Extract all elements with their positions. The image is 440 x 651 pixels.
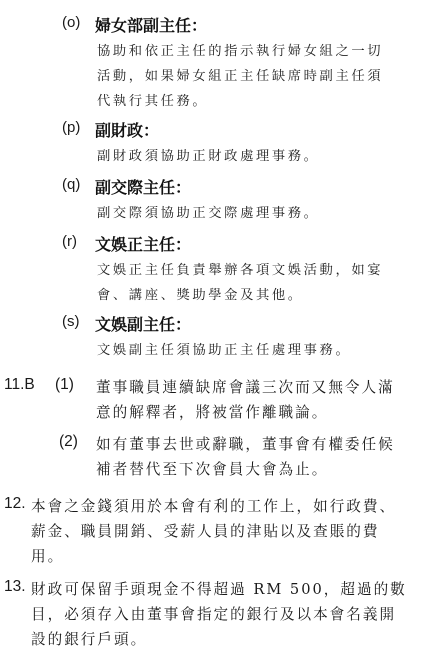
clause-13-line-3: 設的銀行戶頭。 [31, 631, 148, 648]
item-o-title: 婦女部副主任： [95, 16, 208, 35]
clause-11b-sub1-line-1: 董事職員連續缺席會議三次而又無令人滿 [96, 379, 395, 396]
item-o-line-3: 代執行其任務。 [97, 94, 209, 109]
item-r-line-2: 會、講座、獎助學金及其他。 [97, 288, 304, 303]
clause-11b-sub2-line-2: 補者替代至下次會員大會為止。 [96, 461, 329, 478]
item-r-mark: (r) [62, 233, 77, 250]
item-o-mark: (o) [62, 14, 81, 31]
clause-11b-number: 11.B [4, 376, 35, 393]
clause-13-number: 13. [4, 578, 26, 595]
item-r-title: 文娛正主任： [95, 235, 192, 254]
item-q-mark: (q) [62, 176, 81, 193]
clause-11b-sub2-line-1: 如有董事去世或辭職，董事會有權委任候 [96, 436, 395, 453]
item-q-title: 副交際主任： [95, 178, 192, 197]
item-s-line-1: 文娛副主任須協助正主任處理事務。 [97, 343, 352, 358]
clause-12-line-3: 用。 [31, 548, 65, 565]
item-p-line-1: 副財政須協助正財政處理事務。 [97, 149, 320, 164]
item-p-title: 副財政： [95, 121, 160, 140]
clause-12-line-1: 本會之金錢須用於本會有利的工作上，如行政費、 [31, 498, 397, 515]
item-p-mark: (p) [62, 119, 81, 136]
clause-11b-sub1-mark: (1) [55, 376, 74, 393]
clause-12-line-2: 薪金、職員開銷、受薪人員的津貼以及查賬的費 [31, 523, 380, 540]
item-s-title: 文娛副主任： [95, 315, 192, 334]
clause-12-number: 12. [4, 495, 26, 512]
clause-11b-sub2-mark: (2) [59, 433, 78, 450]
clause-13-line-2: 目，必須存入由董事會指定的銀行及以本會名義開 [31, 606, 397, 623]
clause-11b-sub1-line-2: 意的解釋者，將被當作離職論。 [96, 404, 329, 421]
item-r-line-1: 文娛正主任負責舉辦各項文娛活動，如宴 [97, 263, 384, 278]
item-o-line-1: 協助和依正主任的指示執行婦女組之一切 [97, 44, 384, 59]
clause-13-line-1: 財政可保留手頭現金不得超過 RM 500，超過的數 [31, 581, 407, 598]
item-q-line-1: 副交際須協助正交際處理事務。 [97, 206, 320, 221]
item-s-mark: (s) [62, 313, 80, 330]
item-o-line-2: 活動，如果婦女組正主任缺席時副主任須 [97, 69, 384, 84]
